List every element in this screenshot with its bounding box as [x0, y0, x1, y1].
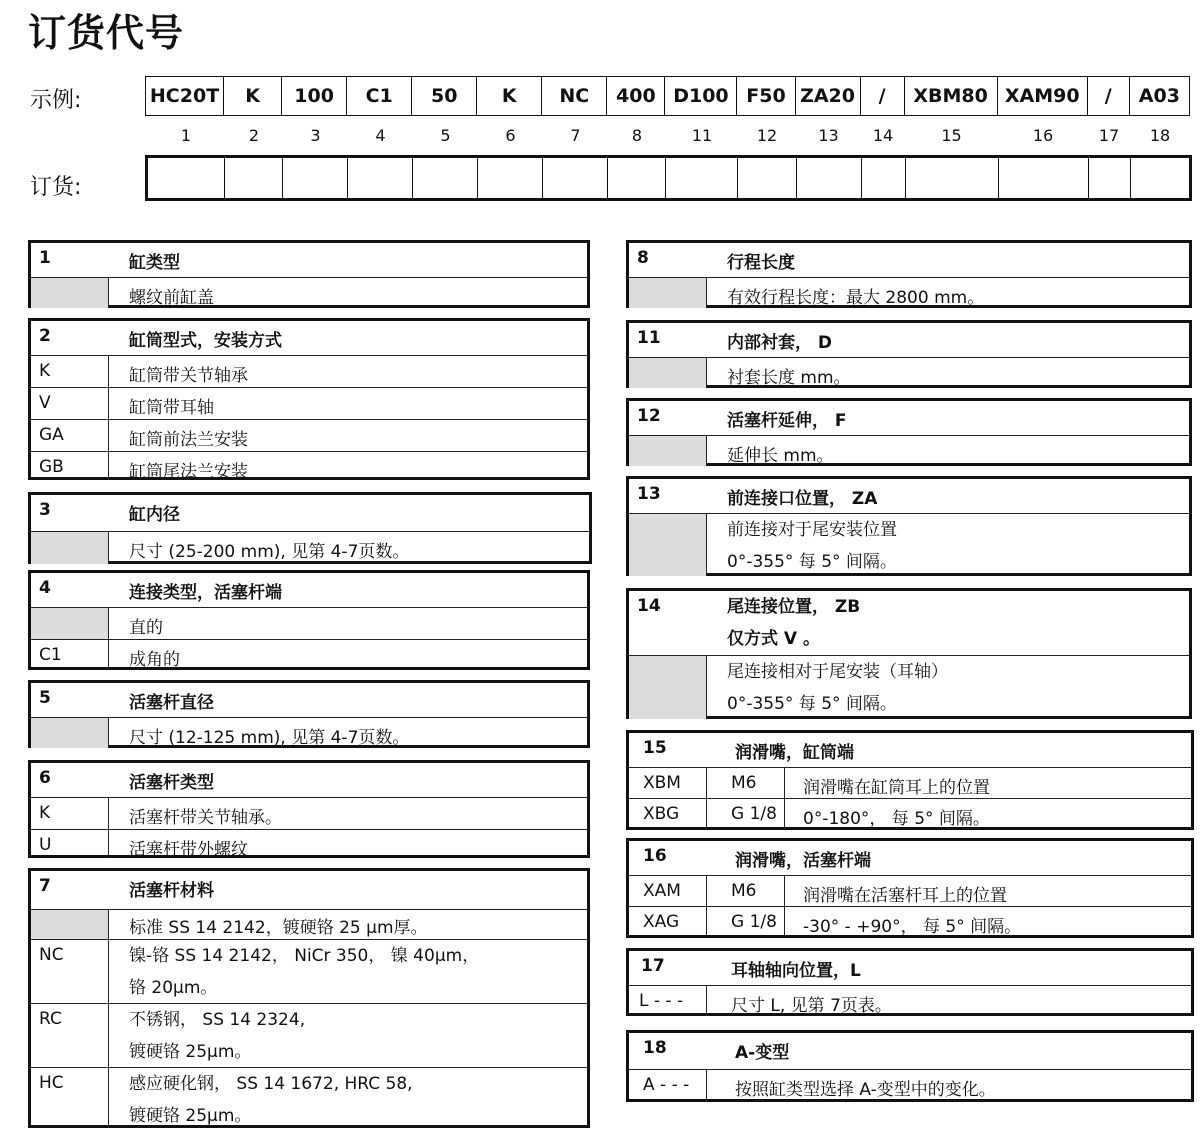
option-code [31, 532, 109, 564]
option-code: RC [31, 1004, 109, 1067]
position-number: 12 [756, 126, 778, 145]
order-code-cell[interactable] [608, 157, 666, 200]
position-number: 4 [375, 126, 386, 145]
option-code [31, 718, 109, 748]
order-code-cell[interactable] [478, 157, 543, 200]
section-title: A-变型 [735, 1043, 790, 1063]
position-number: 6 [505, 126, 516, 145]
example-code: 100 [282, 77, 347, 116]
option-code [31, 608, 109, 639]
option-text: 缸筒带耳轴 [129, 398, 214, 418]
option-code: XBM [629, 768, 707, 798]
position-number: 15 [941, 126, 962, 145]
option-subcode: M6 [707, 768, 785, 798]
option-code: A - - - [629, 1070, 707, 1102]
option-text: 润滑嘴在活塞杆耳上的位置 [803, 886, 1007, 906]
option-text: 成角的 [129, 650, 180, 670]
order-code-cell[interactable] [738, 157, 796, 200]
section-number: 8 [637, 248, 649, 268]
section-title: 前连接口位置， ZA [727, 489, 878, 509]
section-12 [626, 398, 1192, 466]
option-code: GA [31, 420, 109, 451]
section-number: 3 [39, 500, 51, 520]
option-text: 尺寸 L, 见第 7页表。 [731, 996, 892, 1016]
option-code: NC [31, 940, 109, 1003]
example-code: D100 [665, 77, 737, 116]
section-13 [626, 476, 1192, 576]
option-text: 延伸长 mm。 [727, 446, 834, 466]
option-code [629, 278, 707, 308]
option-text: 尺寸 (25-200 mm), 见第 4-7页数。 [129, 542, 410, 562]
section-15 [626, 730, 1194, 830]
section-number: 2 [39, 326, 51, 346]
order-code-cell[interactable] [283, 157, 348, 200]
section-number: 17 [641, 956, 665, 976]
section-title: 连接类型，活塞杆端 [129, 583, 282, 603]
section-number: 1 [39, 248, 51, 268]
example-code: K [224, 77, 282, 116]
option-code: V [31, 388, 109, 419]
option-code: XBG [629, 799, 707, 827]
option-text: 不锈钢， SS 14 2324, [129, 1010, 306, 1030]
option-code: C1 [31, 640, 109, 667]
option-subcode: G 1/8 [707, 907, 785, 935]
section-subtitle: 仅方式 V 。 [727, 629, 820, 649]
position-number: 14 [872, 126, 894, 145]
position-number: 11 [691, 126, 713, 145]
option-subcode: G 1/8 [707, 799, 785, 827]
position-number: 18 [1149, 126, 1171, 145]
option-text: 衬套长度 mm。 [727, 368, 851, 388]
section-title: 活塞杆材料 [129, 881, 214, 901]
order-code-cell[interactable] [147, 157, 225, 200]
option-text: 活塞杆带关节轴承。 [129, 808, 282, 828]
example-code: A03 [1129, 77, 1189, 116]
option-code: L - - - [629, 986, 707, 1016]
example-code: XAM90 [997, 77, 1087, 116]
section-16 [626, 838, 1194, 938]
section-18 [626, 1030, 1194, 1102]
section-number: 12 [637, 406, 661, 426]
section-number: 15 [643, 738, 667, 758]
section-number: 5 [39, 688, 51, 708]
option-code: HC [31, 1068, 109, 1128]
option-code: XAM [629, 876, 707, 906]
example-code: / [1087, 77, 1129, 116]
section-number: 16 [643, 846, 667, 866]
option-text: 有效行程长度：最大 2800 mm。 [727, 288, 985, 308]
example-code: C1 [347, 77, 412, 116]
example-code: K [477, 77, 542, 116]
section-title: 缸类型 [129, 253, 180, 273]
option-code [629, 436, 707, 466]
example-code: / [860, 77, 904, 116]
option-code [31, 910, 109, 939]
section-number: 4 [39, 578, 51, 598]
example-code: NC [542, 77, 607, 116]
section-7 [28, 868, 590, 1128]
option-text: 标准 SS 14 2142，镀硬铬 25 µm厚。 [129, 918, 428, 938]
position-number: 2 [248, 126, 260, 145]
order-code-cell[interactable] [413, 157, 478, 200]
order-code-cell[interactable] [905, 157, 998, 200]
example-code: HC20T [146, 77, 224, 116]
option-text: 镀硬铬 25µm。 [129, 1106, 252, 1126]
section-number: 14 [637, 596, 661, 616]
order-code-cell[interactable] [861, 157, 905, 200]
example-code: 50 [412, 77, 477, 116]
section-8 [626, 240, 1192, 308]
option-text: 0°-355° 每 5° 间隔。 [727, 552, 897, 572]
position-number: 1 [180, 126, 192, 145]
section-title: 活塞杆类型 [129, 773, 214, 793]
order-code-cell[interactable] [543, 157, 608, 200]
section-2 [28, 318, 590, 480]
position-number: 5 [440, 126, 451, 145]
section-number: 6 [39, 768, 51, 788]
page-title: 订货代号 [28, 11, 185, 55]
option-code [629, 358, 707, 388]
option-text: 螺纹前缸盖 [129, 288, 214, 308]
position-number: 17 [1098, 126, 1120, 145]
option-text: 润滑嘴在缸筒耳上的位置 [803, 778, 990, 798]
option-text: 0°-180°， 每 5° 间隔。 [803, 809, 990, 829]
order-code-cell[interactable] [666, 157, 738, 200]
example-code: ZA20 [795, 77, 860, 116]
section-number: 13 [637, 484, 661, 504]
section-title: 尾连接位置， ZB [727, 597, 861, 617]
order-code-cell[interactable] [1130, 157, 1190, 200]
option-text: 直的 [129, 618, 163, 638]
section-6 [28, 760, 590, 858]
section-14 [626, 588, 1192, 719]
option-code: K [31, 356, 109, 387]
position-number: 16 [1032, 126, 1054, 145]
option-text: 镍-铬 SS 14 2142， NiCr 350， 镍 40µm， [129, 946, 480, 966]
section-3 [28, 492, 592, 564]
section-1 [28, 240, 590, 308]
section-title: 缸内径 [129, 505, 180, 525]
section-title: 耳轴轴向位置，L [731, 961, 861, 981]
section-title: 润滑嘴，缸筒端 [735, 743, 854, 763]
section-11 [626, 320, 1192, 388]
section-17 [626, 948, 1194, 1016]
option-text: 尺寸 (12-125 mm), 见第 4-7页数。 [129, 728, 410, 748]
section-4 [28, 570, 590, 670]
section-title: 内部衬套， D [727, 333, 833, 353]
option-text: -30° - +90°， 每 5° 间隔。 [803, 917, 1022, 937]
option-code: K [31, 798, 109, 829]
option-text: 按照缸类型选择 A-变型中的变化。 [735, 1080, 996, 1100]
order-label: 订货: [30, 175, 82, 200]
example-label: 示例: [30, 88, 82, 113]
option-subcode: M6 [707, 876, 785, 906]
order-code-cell[interactable] [1088, 157, 1130, 200]
option-text: 前连接对于尾安装位置 [727, 520, 897, 540]
option-code [629, 514, 707, 576]
example-code-grid [145, 76, 1190, 116]
position-number: 7 [570, 126, 581, 145]
option-text: 缸筒带关节轴承 [129, 366, 248, 386]
option-text: 缸筒前法兰安装 [129, 430, 248, 450]
example-code: F50 [737, 77, 795, 116]
position-number: 8 [631, 126, 643, 145]
option-text: 尾连接相对于尾安装（耳轴） [727, 662, 948, 682]
order-code-cell[interactable] [998, 157, 1088, 200]
option-text: 铬 20µm。 [129, 978, 218, 998]
position-number: 3 [310, 126, 321, 145]
option-text: 活塞杆带外螺纹 [129, 840, 248, 860]
section-title: 缸筒型式，安装方式 [129, 331, 282, 351]
position-number: 13 [818, 126, 839, 145]
section-title: 活塞杆延伸， F [727, 411, 847, 431]
option-text: 感应硬化钢， SS 14 1672, HRC 58, [129, 1074, 413, 1094]
example-code: XBM80 [904, 77, 997, 116]
position-number-row [147, 126, 1190, 145]
section-number: 11 [637, 328, 661, 348]
section-number: 18 [643, 1038, 667, 1058]
order-code-cell[interactable] [348, 157, 413, 200]
order-code-grid [145, 155, 1192, 201]
order-code-cell[interactable] [225, 157, 283, 200]
section-title: 活塞杆直径 [129, 693, 214, 713]
option-code: XAG [629, 907, 707, 935]
option-code [629, 656, 707, 719]
option-text: 0°-355° 每 5° 间隔。 [727, 694, 897, 714]
option-text: 缸筒尾法兰安装 [129, 462, 248, 482]
option-code: U [31, 830, 109, 858]
option-code [31, 278, 109, 308]
section-5 [28, 680, 590, 748]
option-text: 镀硬铬 25µm。 [129, 1042, 252, 1062]
section-title: 润滑嘴，活塞杆端 [735, 851, 871, 871]
order-code-cell[interactable] [796, 157, 861, 200]
example-code: 400 [607, 77, 665, 116]
option-code: GB [31, 452, 109, 480]
section-number: 7 [39, 876, 51, 896]
section-title: 行程长度 [727, 253, 795, 273]
